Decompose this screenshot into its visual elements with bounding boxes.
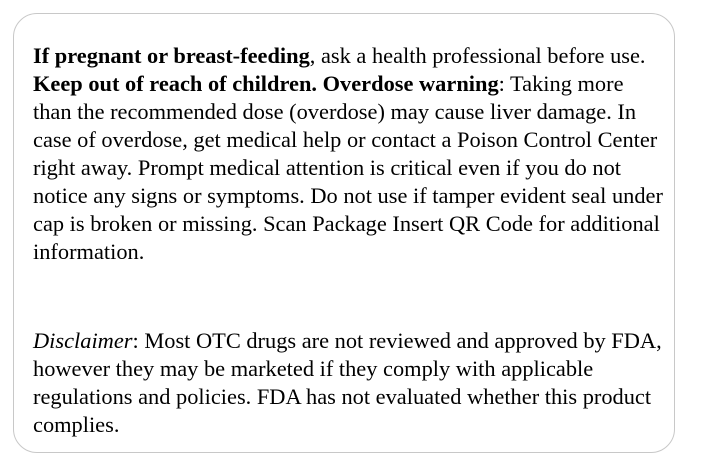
pregnant-text: , ask a health professional before use. xyxy=(309,43,646,68)
children-heading: Keep out of reach of children. xyxy=(33,71,318,96)
label-warning-panel xyxy=(13,13,675,453)
disclaimer-heading: Disclaimer xyxy=(33,328,133,353)
overdose-text: : Taking more than the recommended dose (overdose) may cause liver damage. In case of overdose, get medical help or contact a Poison Control Center right away. Prompt medical attention is critical even if you do not notice any signs or symptoms. Do not use if tamper evident seal under cap is broken or missing. Scan Package Insert QR Code for additional information. xyxy=(33,71,663,264)
pregnant-heading: If pregnant or breast-feeding xyxy=(33,43,310,68)
overdose-heading: Overdose warning xyxy=(322,71,499,96)
disclaimer-paragraph xyxy=(33,327,665,439)
warnings-paragraph xyxy=(33,42,665,266)
disclaimer-text: : Most OTC drugs are not reviewed and approved by FDA, however they may be marketed if they comply with applicable regulations and policies. FDA has not evaluated whether this product complies. xyxy=(33,328,662,437)
